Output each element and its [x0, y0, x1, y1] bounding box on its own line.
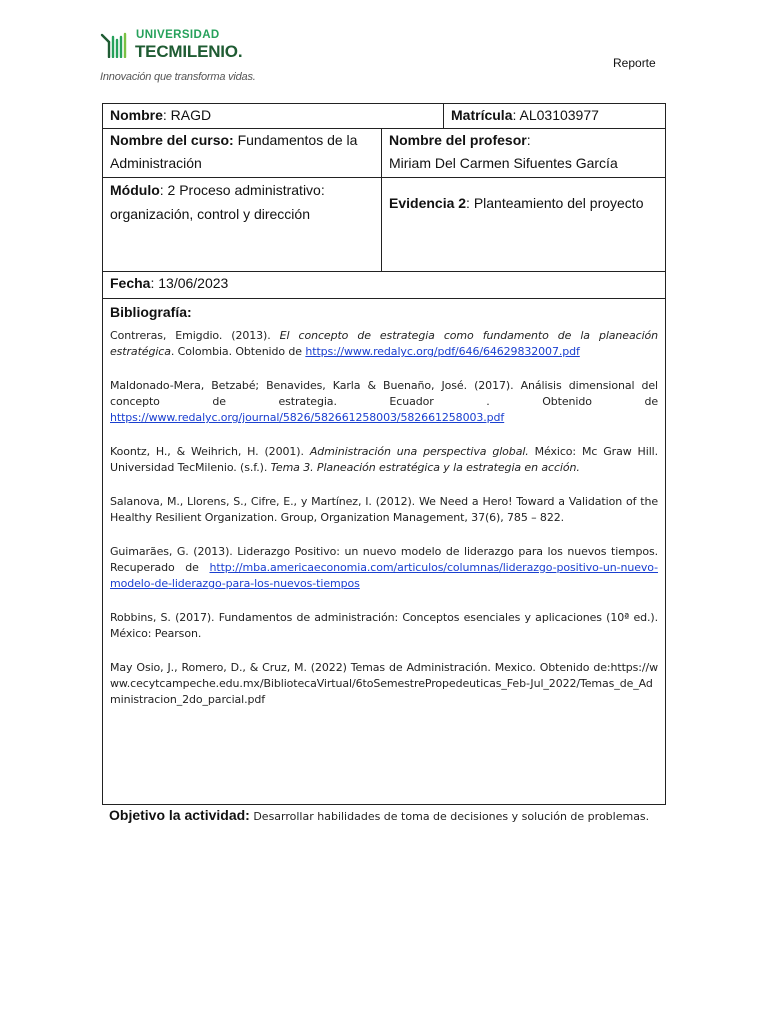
- bibliography-title-colon: :: [187, 304, 192, 320]
- bib-entry-4: [110, 494, 658, 526]
- profesor-colon: :: [526, 132, 531, 148]
- modulo-label: Módulo: [110, 182, 160, 198]
- name-row: [103, 104, 666, 129]
- bib-entry-1-source: . Colombia. Obtenido de: [170, 345, 306, 358]
- curso-cell: [103, 129, 382, 178]
- bib-entry-7-text: May Osio, J., Romero, D., & Cruz, M. (2022) Temas de Administración. Mexico. Obtenido de:https://www.cecytcampeche.edu.mx/BibliotecaVirtual/6toSemestrePropedeuticas_Feb-Jul_2022/Temas_de_Administracion_2do_parcial.pdf: [110, 661, 659, 706]
- bib-entry-3-title: Administración una perspectiva global.: [309, 445, 529, 458]
- bib-entry-5-text: Guimarães, G. (2013). Liderazgo Positivo: un nuevo modelo de liderazgo para los nuevos tiempos. Recuperado de: [110, 545, 659, 574]
- bib-entry-6-text: Robbins, S. (2017). Fundamentos de administración: Conceptos esenciales y aplicaciones (10ª ed.). México: Pearson.: [110, 611, 659, 640]
- bib-entry-3-text: Koontz, H., & Weihrich, H. (2001).: [110, 445, 310, 458]
- bib-entry-2-link[interactable]: https://www.redalyc.org/journal/5826/582661258003/582661258003.pdf: [110, 411, 505, 424]
- bib-entry-1-link[interactable]: https://www.redalyc.org/pdf/646/64629832007.pdf: [305, 345, 580, 358]
- nombre-value: : RAGD: [162, 107, 212, 123]
- curso-value: Fundamentos de la Administración: [110, 132, 358, 171]
- tecmilenio-logo: [100, 28, 300, 86]
- logo-tagline: Innovación que transforma vidas.: [100, 71, 256, 83]
- bibliography-title: [110, 301, 658, 324]
- logo-name-text: TECMILENIO.: [135, 42, 243, 61]
- profesor-cell: [382, 129, 666, 178]
- profesor-value: Miriam Del Carmen Sifuentes García: [389, 155, 618, 171]
- matricula-cell: [444, 104, 666, 129]
- course-row: [103, 129, 666, 178]
- bibliography-cell: [103, 299, 666, 805]
- bibliography-title-text: Bibliografía: [110, 304, 188, 320]
- objetivo-text: Desarrollar habilidades de toma de decisiones y solución de problemas.: [249, 810, 650, 823]
- bib-entry-1: [110, 328, 658, 360]
- evidencia-value: : Planteamiento del proyecto: [466, 195, 644, 211]
- fecha-label: Fecha: [110, 275, 151, 291]
- profesor-label: Nombre del profesor: [389, 132, 527, 148]
- logo-university-text: UNIVERSIDAD: [136, 29, 220, 41]
- fecha-value: : 13/06/2023: [150, 275, 229, 291]
- objetivo-label: Objetivo la actividad:: [109, 807, 250, 823]
- bib-entry-3-title-2: Tema 3. Planeación estratégica y la estrategia en acción.: [270, 461, 580, 474]
- objetivo-paragraph: [109, 806, 658, 826]
- bib-entry-1-text: Contreras, Emigdio. (2013).: [110, 329, 280, 342]
- bib-entry-4-text: Salanova, M., Llorens, S., Cifre, E., y Martínez, I. (2012). We Need a Hero! Toward a Validation of the Healthy Resilient Organization. Group, Organization Management, 37(6), 785 – 822.: [110, 495, 659, 524]
- modulo-cell: [103, 178, 382, 272]
- bib-entry-7: [110, 660, 658, 708]
- bib-entry-3-mid: México: Mc Graw Hill. Universidad TecMilenio. (s.f.).: [110, 445, 658, 474]
- date-row: [103, 272, 666, 299]
- bib-entry-2-text: Maldonado-Mera, Betzabé; Benavides, Karla & Buenaño, José. (2017). Análisis dimensional del concepto de estrategia. Ecuador . Obtenido de: [110, 379, 659, 408]
- nombre-cell: [103, 104, 444, 129]
- bib-entry-5-link[interactable]: http://mba.americaeconomia.com/articulos/columnas/liderazgo-positivo-un-nuevo-modelo-de-liderazgo-para-los-nuevos-tiempos: [110, 561, 659, 590]
- tecmilenio-mark-icon: [100, 32, 130, 58]
- bib-entry-1-title: El concepto de estrategia como fundamento de la planeación estratégica: [110, 329, 659, 358]
- bib-entry-2: [110, 378, 658, 426]
- module-row: [103, 178, 666, 272]
- bib-entry-5: [110, 544, 658, 592]
- matricula-value: : AL03103977: [512, 107, 599, 123]
- evidencia-label: Evidencia 2: [389, 195, 467, 211]
- evidencia-cell: [382, 178, 666, 272]
- bibliography-row: [103, 299, 666, 805]
- curso-label: Nombre del curso:: [110, 132, 234, 148]
- bib-entry-6: [110, 610, 658, 642]
- matricula-label: Matrícula: [451, 107, 513, 123]
- modulo-value: : 2 Proceso administrativo: organización, control y dirección: [110, 182, 325, 222]
- nombre-label: Nombre: [110, 107, 163, 123]
- report-label: Reporte: [613, 56, 656, 70]
- fecha-cell: [103, 272, 666, 299]
- report-info-table: [102, 103, 666, 805]
- bib-entry-3: [110, 444, 658, 476]
